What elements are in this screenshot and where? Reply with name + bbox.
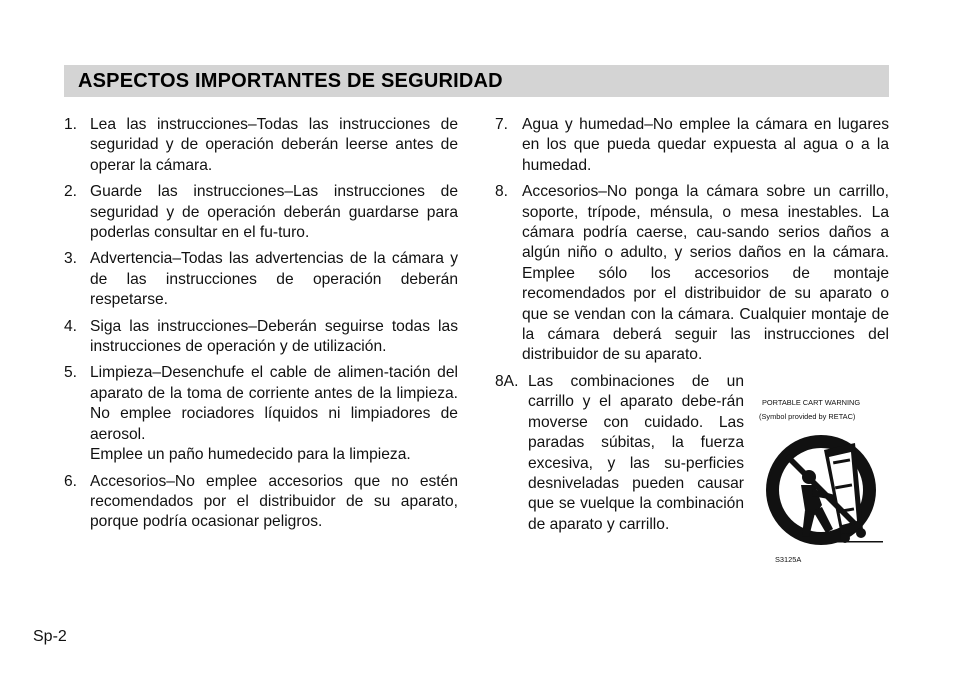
item-text: Siga las instrucciones–Deberán seguirse todas las instrucciones de operación y de utilización.	[90, 317, 458, 356]
item-text: Guarde las instrucciones–Las instrucciones de seguridad y de operación deberán guardarse para poderlas consultar en el fu-turo.	[90, 183, 458, 242]
page-title: ASPECTOS IMPORTANTES DE SEGURIDAD	[78, 69, 503, 92]
item-text: Limpieza–Desenchufe el cable de alimen-tación del aparato de la toma de corriente antes de la limpieza. No emplee rociadores líquidos ni limpiadores de aerosol.	[90, 364, 458, 443]
item-number: 8.	[495, 183, 509, 201]
item-number: 4.	[64, 317, 78, 335]
item-number: 8A.	[495, 372, 519, 390]
list-item	[64, 317, 458, 358]
list-item	[64, 472, 458, 533]
item-number: 1.	[64, 116, 78, 133]
item-text: Accesorios–No ponga la cámara sobre un carrillo, soporte, trípode, ménsula, o mesa inestables. La cámara podría caerse, cau-sando serios daños a algún niño o adulto, y serios daños en la cámara. Emplee sólo los accesorios de montaje recomendados por el distribuidor de su aparato o que se vendan con la cámara. Cualquier montaje de la cámara deberá seguir las instrucciones del distribuidor de su aparato.	[522, 183, 889, 364]
list-item	[64, 182, 458, 243]
list-item	[495, 182, 889, 366]
left-column	[64, 115, 458, 539]
list-item	[64, 115, 458, 176]
item-number: 3.	[64, 250, 78, 268]
item-text: Lea las instrucciones–Todas las instrucciones de seguridad y de operación deberán leerse antes de operar la cámara.	[90, 116, 458, 174]
item-text: Agua y humedad–No emplee la cámara en lugares en los que pueda quedar expuesta al agua o a la humedad.	[522, 116, 889, 174]
list-item	[64, 363, 458, 465]
section-header	[64, 65, 889, 97]
item-text: Las combinaciones de un carrillo y el aparato debe-rán moverse con cuidado. Las paradas súbitas, la fuerza excesiva, y las su-perficies desniveladas pueden causar que se vuelque la combinación de aparato y carrillo.	[528, 372, 744, 533]
warning-caption: PORTABLE CART WARNING	[762, 398, 861, 407]
portable-cart-warning-icon	[745, 425, 895, 575]
item-text: Advertencia–Todas las advertencias de la cámara y de las instrucciones de operación deberán respetarse.	[90, 250, 458, 309]
cart-warning-figure	[745, 395, 895, 575]
item-text-continued: Emplee un paño humedecido para la limpieza.	[90, 446, 411, 464]
item-number: 7.	[495, 116, 509, 133]
page-number: Sp-2	[33, 628, 67, 645]
warning-credit: (Symbol provided by RETAC)	[759, 412, 856, 421]
item-text: Accesorios–No emplee accesorios que no estén recomendados por el distribuidor de su aparato, porque podría ocasionar peligros.	[90, 472, 458, 531]
list-item	[64, 249, 458, 310]
list-item	[495, 115, 889, 176]
warning-code: S3125A	[775, 555, 802, 564]
item-number: 2.	[64, 183, 78, 201]
item-number: 6.	[64, 472, 78, 490]
item-number: 5.	[64, 364, 78, 382]
